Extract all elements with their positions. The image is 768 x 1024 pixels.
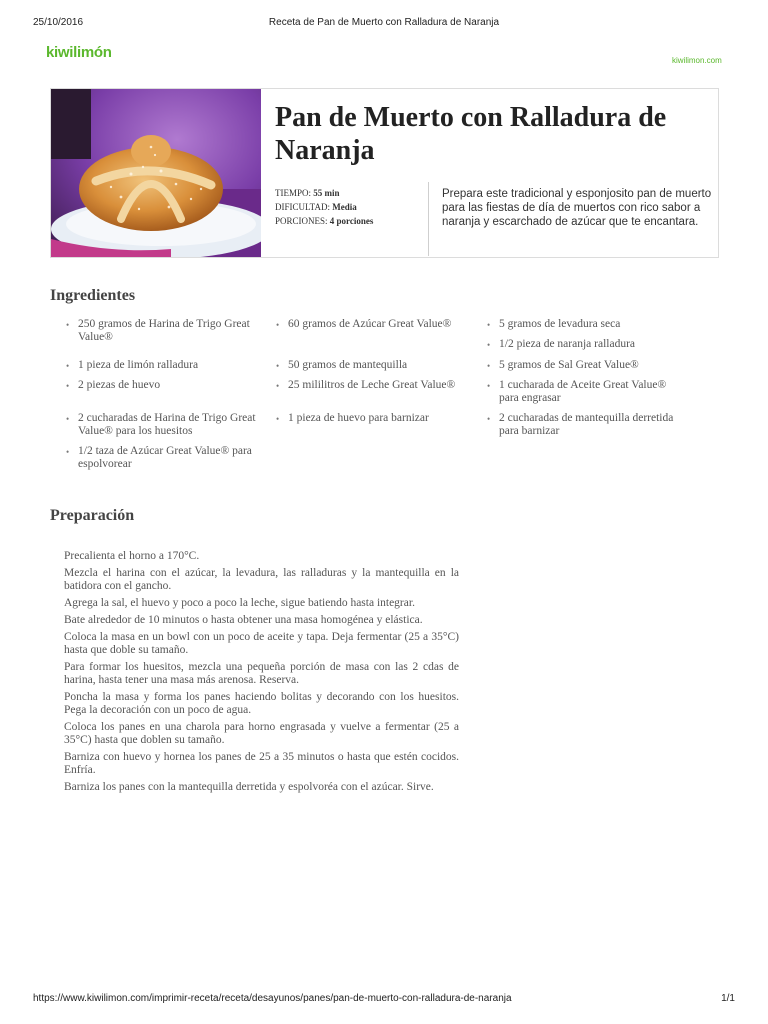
prep-step: Agrega la sal, el huevo y poco a poco la leche, sigue batiendo hasta integrar. bbox=[64, 597, 415, 609]
meta-time-value: 55 min bbox=[313, 188, 340, 198]
print-document-title: Receta de Pan de Muerto con Ralladura de Naranja bbox=[268, 17, 500, 28]
list-item: • 1/2 pieza de naranja ralladura bbox=[487, 338, 677, 351]
hero-divider bbox=[428, 182, 429, 256]
print-footer bbox=[33, 993, 735, 1007]
list-item: • 5 gramos de levadura seca bbox=[487, 318, 677, 331]
list-item: • 2 cucharadas de mantequilla derretida para barnizar bbox=[487, 412, 677, 438]
list-item: • 1/2 taza de Azúcar Great Value® para espolvorear bbox=[66, 445, 256, 471]
prep-step: Coloca los panes en una charola para horno engrasada y vuelve a fermentar (25 a 35°C) hasta que doblen su tamaño. bbox=[64, 721, 459, 746]
recipe-hero-card bbox=[50, 88, 719, 258]
list-item: • 2 piezas de huevo bbox=[66, 379, 256, 392]
kiwilimon-logo[interactable]: kiwilimón bbox=[46, 44, 112, 61]
meta-difficulty-label: DIFICULTAD: bbox=[275, 202, 330, 212]
list-item: • 60 gramos de Azúcar Great Value® bbox=[276, 318, 466, 331]
prep-step: Barniza los panes con la mantequilla derretida y espolvoréa con el azúcar. Sirve. bbox=[64, 781, 434, 793]
list-item: • 5 gramos de Sal Great Value® bbox=[487, 359, 677, 372]
recipe-meta bbox=[275, 186, 373, 228]
meta-portions-label: PORCIONES: bbox=[275, 216, 328, 226]
list-item: • 25 mililitros de Leche Great Value® bbox=[276, 379, 466, 392]
list-item: • 1 pieza de limón ralladura bbox=[66, 359, 256, 372]
meta-difficulty-value: Media bbox=[332, 202, 357, 212]
prep-step: Para formar los huesitos, mezcla una pequeña porción de masa con las 2 cdas de harina, hasta tener una masa más arenosa. Reserva. bbox=[64, 661, 459, 686]
ingredients-heading: Ingredientes bbox=[50, 287, 136, 304]
meta-time bbox=[275, 186, 373, 200]
meta-portions-value: 4 porciones bbox=[329, 216, 374, 226]
meta-time-label: TIEMPO: bbox=[275, 188, 311, 198]
prep-step: Coloca la masa en un bowl con un poco de aceite y tapa. Deja fermentar (25 a 35°C) hasta que doble su tamaño. bbox=[64, 631, 459, 656]
list-item: • 2 cucharadas de Harina de Trigo Great Value® para los huesitos bbox=[66, 412, 256, 438]
recipe-photo bbox=[51, 89, 261, 257]
recipe-title: Pan de Muerto con Ralladura de Naranja bbox=[275, 102, 667, 166]
list-item: • 250 gramos de Harina de Trigo Great Value® bbox=[66, 318, 256, 344]
print-header bbox=[33, 17, 735, 31]
prep-step: Mezcla el harina con el azúcar, la levadura, las ralladuras y la mantequilla en la batidora con el gancho. bbox=[64, 567, 459, 592]
print-url: https://www.kiwilimon.com/imprimir-receta/receta/desayunos/panes/pan-de-muerto-con-ralladura-de-naranja bbox=[33, 993, 512, 1004]
site-link[interactable]: kiwilimon.com bbox=[672, 56, 722, 65]
recipe-description: Prepara este tradicional y esponjosito pan de muerto para las fiestas de día de muertos con rico sabor a naranja y escarchado de azúcar que te encantara. bbox=[442, 188, 712, 228]
meta-portions bbox=[275, 214, 373, 228]
prep-step: Bate alrededor de 10 minutos o hasta obtener una masa homogénea y elástica. bbox=[64, 614, 423, 626]
prep-step: Precalienta el horno a 170°C. bbox=[64, 550, 200, 562]
preparation-steps bbox=[64, 550, 459, 798]
list-item: • 50 gramos de mantequilla bbox=[276, 359, 466, 372]
meta-difficulty bbox=[275, 200, 373, 214]
pan-de-muerto-photo bbox=[51, 89, 261, 257]
page-number: 1/1 bbox=[721, 993, 735, 1004]
prep-step: Barniza con huevo y hornea los panes de 25 a 35 minutos o hasta que estén cocidos. Enfría. bbox=[64, 751, 459, 776]
preparation-heading: Preparación bbox=[50, 507, 135, 524]
print-date: 25/10/2016 bbox=[33, 17, 84, 28]
prep-step: Poncha la masa y forma los panes haciendo bolitas y decorando con los huesitos. Pega la decoración con un poco de agua. bbox=[64, 691, 459, 716]
list-item: • 1 cucharada de Aceite Great Value® para engrasar bbox=[487, 379, 677, 405]
list-item: • 1 pieza de huevo para barnizar bbox=[276, 412, 466, 425]
